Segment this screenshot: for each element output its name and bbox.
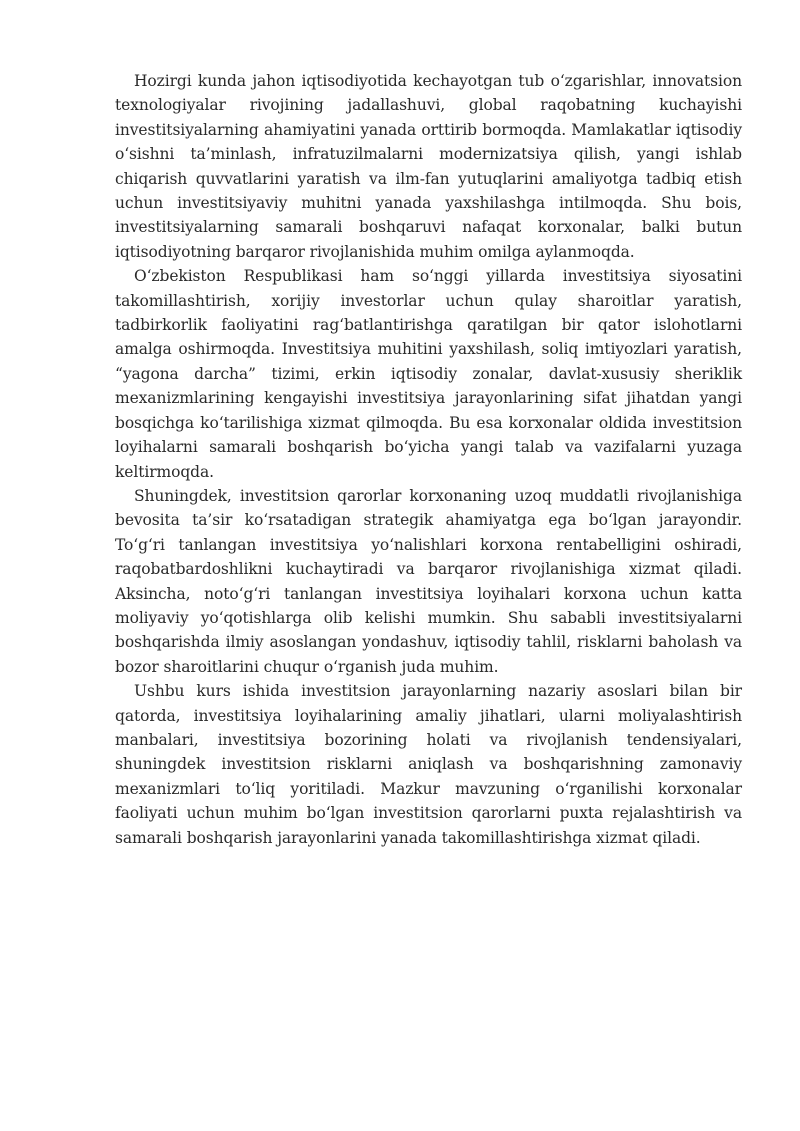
paragraph-3: Shuningdek, investitsion qarorlar korxonaning uzoq muddatli rivojlanishiga bevosita ta’sir ko‘rsatadigan strategik ahamiyatga ega bo‘lgan jarayondir. To‘g‘ri tanlangan investitsiya yo‘nalishlari korxona rentabelligini oshiradi, raqobatbardoshlikni kuchaytiradi va barqaror rivojlanishiga xizmat qiladi. Aksincha, noto‘g‘ri tanlangan investitsiya loyihalari korxona uchun katta moliyaviy yo‘qotishlarga olib kelishi mumkin. Shu sababli investitsiyalarni boshqarishda ilmiy asoslangan yondashuv, iqtisodiy tahlil, risklarni baholash va bozor sharoitlarini chuqur o‘rganish juda muhim. — [115, 486, 742, 676]
body-text — [115, 69, 742, 850]
paragraph-2: O‘zbekiston Respublikasi ham so‘nggi yillarda investitsiya siyosatini takomillashtirish, xorijiy investorlar uchun qulay sharoitlar yaratish, tadbirkorlik faoliyatini rag‘batlantirishga qaratilgan bir qator islohotlarni amalga oshirmoqda. Investitsiya muhitini yaxshilash, soliq imtiyozlari yaratish, “yagona darcha” tizimi, erkin iqtisodiy zonalar, davlat-xususiy sheriklik mexanizmlarining kengayishi investitsiya jarayonlarining sifat jihatdan yangi bosqichga ko‘tarilishiga xizmat qilmoqda. Bu esa korxonalar oldida investitsion loyihalarni samarali boshqarish bo‘yicha yangi talab va vazifalarni yuzaga keltirmoqda. — [115, 267, 742, 481]
paragraph-1: Hozirgi kunda jahon iqtisodiyotida kechayotgan tub o‘zgarishlar, innovatsion texnologiyalar rivojining jadallashuvi, global raqobatning kuchayishi investitsiyalarning ahamiyatini yanada orttirib bormoqda. Mamlakatlar iqtisodiy o‘sishni ta’minlash, infratuzilmalarni modernizatsiya qilish, yangi ishlab chiqarish quvvatlarini yaratish va ilm-fan yutuqlarini amaliyotga tadbiq etish uchun investitsiyaviy muhitni yanada yaxshilashga intilmoqda. Shu bois, investitsiyalarning samarali boshqaruvi nafaqat korxonalar, balki butun iqtisodiyotning barqaror rivojlanishida muhim omilga aylanmoqda. — [115, 72, 742, 261]
paragraph-4: Ushbu kurs ishida investitsion jarayonlarning nazariy asoslari bilan bir qatorda, investitsiya loyihalarining amaliy jihatlari, ularni moliyalashtirish manbalari, investitsiya bozorining holati va rivojlanish tendensiyalari, shuningdek investitsion risklarni aniqlash va boshqarishning zamonaviy mexanizmlari to‘liq yoritiladi. Mazkur mavzuning o‘rganilishi korxonalar faoliyati uchun muhim bo‘lgan investitsion qarorlarni puxta rejalashtirish va samarali boshqarish jarayonlarini yanada takomillashtirishga xizmat qiladi. — [115, 682, 742, 847]
